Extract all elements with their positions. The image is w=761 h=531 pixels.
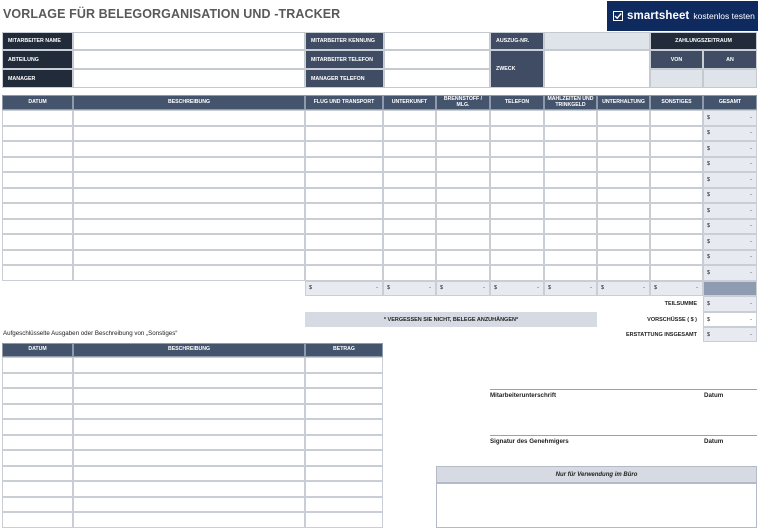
- currency-symbol: $: [309, 285, 313, 292]
- cell-date[interactable]: [2, 234, 73, 250]
- to-label: AN: [703, 50, 757, 69]
- itemized-cell-amount[interactable]: [305, 357, 383, 373]
- itemized-cell-amount[interactable]: [305, 435, 383, 451]
- cell-date[interactable]: [2, 126, 73, 142]
- cell-other[interactable]: [650, 126, 703, 142]
- itemized-cell-description[interactable]: [73, 388, 305, 404]
- itemized-cell-description[interactable]: [73, 373, 305, 389]
- row-total-cell: [703, 172, 757, 188]
- column-total-fuel-mileage: [436, 281, 490, 297]
- cell-entertainment[interactable]: [597, 126, 650, 142]
- cell-accommodation[interactable]: [383, 203, 436, 219]
- itemized-cell-description[interactable]: [73, 357, 305, 373]
- currency-symbol: $: [654, 285, 658, 292]
- itemized-cell-description[interactable]: [73, 419, 305, 435]
- from-label: VON: [650, 50, 703, 69]
- cell-meals-tips[interactable]: [544, 265, 597, 281]
- header-description: BESCHREIBUNG: [73, 95, 305, 110]
- cell-meals-tips[interactable]: [544, 234, 597, 250]
- cell-fuel-mileage[interactable]: [436, 203, 490, 219]
- cell-description[interactable]: [73, 250, 305, 266]
- cell-meals-tips[interactable]: [544, 250, 597, 266]
- cell-date[interactable]: [2, 157, 73, 173]
- attach-receipts-reminder: * VERGESSEN SIE NICHT, BELEGE ANZUHÄNGEN*: [305, 312, 597, 327]
- cell-meals-tips[interactable]: [544, 203, 597, 219]
- amount: -: [750, 161, 752, 168]
- row-total-cell: [703, 265, 757, 281]
- approver-signature-label: Signatur des Genehmigers: [490, 438, 569, 445]
- amount: -: [590, 285, 592, 292]
- currency-symbol: $: [707, 301, 711, 307]
- currency-symbol: $: [707, 176, 711, 183]
- amount: -: [750, 223, 752, 230]
- office-use-area[interactable]: [436, 483, 757, 528]
- cell-other[interactable]: [650, 110, 703, 126]
- itemized-cell-date[interactable]: [2, 481, 73, 497]
- row-total-cell: [703, 110, 757, 126]
- cell-flight-transport[interactable]: [305, 234, 383, 250]
- cell-date[interactable]: [2, 265, 73, 281]
- cell-fuel-mileage[interactable]: [436, 126, 490, 142]
- employee-id-label: MITARBEITER KENNUNG: [305, 32, 384, 50]
- currency-symbol: $: [387, 285, 391, 292]
- cell-other[interactable]: [650, 265, 703, 281]
- cell-meals-tips[interactable]: [544, 141, 597, 157]
- amount: -: [750, 269, 752, 276]
- subtotal-value: [703, 296, 757, 312]
- cell-entertainment[interactable]: [597, 188, 650, 204]
- currency-symbol: $: [494, 285, 498, 292]
- cell-entertainment[interactable]: [597, 141, 650, 157]
- column-total-flight-transport: [305, 281, 383, 297]
- manager-phone-label: MANAGER TELEFON: [305, 69, 384, 88]
- cell-meals-tips[interactable]: [544, 219, 597, 235]
- cell-phone[interactable]: [490, 250, 544, 266]
- itemized-header-description: BESCHREIBUNG: [73, 343, 305, 357]
- cell-other[interactable]: [650, 172, 703, 188]
- itemized-cell-amount[interactable]: [305, 481, 383, 497]
- itemized-cell-amount[interactable]: [305, 404, 383, 420]
- amount: -: [750, 176, 752, 183]
- cell-accommodation[interactable]: [383, 110, 436, 126]
- cell-entertainment[interactable]: [597, 203, 650, 219]
- itemized-cell-amount[interactable]: [305, 466, 383, 482]
- cell-flight-transport[interactable]: [305, 141, 383, 157]
- department-field[interactable]: [73, 50, 305, 69]
- employee-name-field[interactable]: [73, 32, 305, 50]
- cell-entertainment[interactable]: [597, 234, 650, 250]
- cell-fuel-mileage[interactable]: [436, 141, 490, 157]
- cell-fuel-mileage[interactable]: [436, 157, 490, 173]
- currency-symbol: $: [707, 316, 711, 323]
- cell-fuel-mileage[interactable]: [436, 234, 490, 250]
- cell-phone[interactable]: [490, 188, 544, 204]
- itemized-header-date: DATUM: [2, 343, 73, 357]
- itemized-cell-date[interactable]: [2, 388, 73, 404]
- department-label: ABTEILUNG: [2, 50, 73, 69]
- cell-other[interactable]: [650, 157, 703, 173]
- cell-flight-transport[interactable]: [305, 172, 383, 188]
- cell-description[interactable]: [73, 188, 305, 204]
- employee-phone-field[interactable]: [384, 50, 490, 69]
- header-entertainment: UNTERHALTUNG: [597, 95, 650, 110]
- itemized-cell-description[interactable]: [73, 404, 305, 420]
- itemized-header-amount: BETRAG: [305, 343, 383, 357]
- advances-label: VORSCHÜSSE ( $ ): [647, 316, 697, 323]
- cell-date[interactable]: [2, 203, 73, 219]
- currency-symbol: $: [440, 285, 444, 292]
- itemized-cell-date[interactable]: [2, 404, 73, 420]
- cell-date[interactable]: [2, 250, 73, 266]
- cell-entertainment[interactable]: [597, 157, 650, 173]
- cell-meals-tips[interactable]: [544, 157, 597, 173]
- cell-fuel-mileage[interactable]: [436, 219, 490, 235]
- employee-name-label: MITARBEITER NAME: [2, 32, 73, 50]
- cell-entertainment[interactable]: [597, 265, 650, 281]
- manager-field[interactable]: [73, 69, 305, 88]
- amount: -: [643, 285, 645, 292]
- cell-fuel-mileage[interactable]: [436, 250, 490, 266]
- approver-date-label: Datum: [704, 438, 724, 445]
- manager-phone-field[interactable]: [384, 69, 490, 88]
- cell-accommodation[interactable]: [383, 157, 436, 173]
- currency-symbol: $: [707, 238, 711, 245]
- amount: -: [429, 285, 431, 292]
- currency-symbol: $: [707, 114, 711, 121]
- cell-meals-tips[interactable]: [544, 172, 597, 188]
- advances-value[interactable]: [703, 312, 757, 327]
- cell-description[interactable]: [73, 172, 305, 188]
- cell-description[interactable]: [73, 203, 305, 219]
- row-total-cell: [703, 141, 757, 157]
- amount: -: [750, 145, 752, 152]
- employee-signature-label: Mitarbeiterunterschrift: [490, 392, 557, 399]
- itemized-cell-amount[interactable]: [305, 512, 383, 528]
- itemized-cell-amount[interactable]: [305, 373, 383, 389]
- cell-date[interactable]: [2, 110, 73, 126]
- cell-accommodation[interactable]: [383, 172, 436, 188]
- column-total-accommodation: [383, 281, 436, 297]
- itemized-caption: Aufgeschlüsselte Ausgaben oder Beschreibung von „Sonstiges“: [3, 330, 178, 337]
- itemized-cell-amount[interactable]: [305, 419, 383, 435]
- cell-flight-transport[interactable]: [305, 219, 383, 235]
- column-total-other: [650, 281, 703, 297]
- cell-description[interactable]: [73, 141, 305, 157]
- employee-date-label: Datum: [704, 392, 724, 399]
- cell-accommodation[interactable]: [383, 126, 436, 142]
- header-phone: TELEFON: [490, 95, 544, 110]
- page-title: VORLAGE FÜR BELEGORGANISATION UND -TRACKER: [3, 7, 341, 21]
- row-total-cell: [703, 250, 757, 266]
- itemized-cell-date[interactable]: [2, 419, 73, 435]
- header-accommodation: UNTERKUNFT: [383, 95, 436, 110]
- cell-entertainment[interactable]: [597, 250, 650, 266]
- itemized-cell-amount[interactable]: [305, 388, 383, 404]
- amount: -: [750, 192, 752, 199]
- purpose-label: ZWECK: [490, 50, 544, 88]
- itemized-cell-date[interactable]: [2, 435, 73, 451]
- amount: -: [376, 285, 378, 292]
- total-reimbursement-value: [703, 327, 757, 342]
- currency-symbol: $: [601, 285, 605, 292]
- cell-date[interactable]: [2, 188, 73, 204]
- itemized-cell-description[interactable]: [73, 435, 305, 451]
- cell-description[interactable]: [73, 157, 305, 173]
- header-other: SONSTIGES: [650, 95, 703, 110]
- statement-number-field[interactable]: [544, 32, 650, 50]
- cell-description[interactable]: [73, 110, 305, 126]
- grand-total-cell: [703, 281, 757, 297]
- cell-date[interactable]: [2, 219, 73, 235]
- currency-symbol: $: [707, 145, 711, 152]
- column-total-entertainment: [597, 281, 650, 297]
- itemized-cell-date[interactable]: [2, 450, 73, 466]
- itemized-cell-date[interactable]: [2, 357, 73, 373]
- itemized-cell-description[interactable]: [73, 481, 305, 497]
- office-use-header: Nur für Verwendung im Büro: [436, 466, 757, 483]
- cell-entertainment[interactable]: [597, 110, 650, 126]
- currency-symbol: $: [707, 223, 711, 230]
- cell-date[interactable]: [2, 141, 73, 157]
- itemized-cell-date[interactable]: [2, 466, 73, 482]
- cell-flight-transport[interactable]: [305, 157, 383, 173]
- to-date-field[interactable]: [703, 69, 757, 88]
- row-total-cell: [703, 203, 757, 219]
- currency-symbol: $: [548, 285, 552, 292]
- header-flight-transport: FLUG UND TRANSPORT: [305, 95, 383, 110]
- cell-accommodation[interactable]: [383, 219, 436, 235]
- row-total-cell: [703, 157, 757, 173]
- currency-symbol: $: [707, 192, 711, 199]
- column-total-meals-tips: [544, 281, 597, 297]
- currency-symbol: $: [707, 130, 711, 137]
- employee-phone-label: MITARBEITER TELEFON: [305, 50, 384, 69]
- cell-fuel-mileage[interactable]: [436, 172, 490, 188]
- cell-phone[interactable]: [490, 203, 544, 219]
- header-date: DATUM: [2, 95, 73, 110]
- amount: -: [483, 285, 485, 292]
- itemized-cell-date[interactable]: [2, 373, 73, 389]
- cell-phone[interactable]: [490, 110, 544, 126]
- manager-label: MANAGER: [2, 69, 73, 88]
- itemized-cell-date[interactable]: [2, 497, 73, 513]
- cell-entertainment[interactable]: [597, 172, 650, 188]
- cell-phone[interactable]: [490, 141, 544, 157]
- employee-signature-line[interactable]: [490, 389, 757, 390]
- approver-signature-line[interactable]: [490, 435, 757, 436]
- column-total-phone: [490, 281, 544, 297]
- cell-accommodation[interactable]: [383, 250, 436, 266]
- amount: -: [750, 301, 752, 307]
- row-total-cell: [703, 188, 757, 204]
- cell-meals-tips[interactable]: [544, 126, 597, 142]
- cell-flight-transport[interactable]: [305, 126, 383, 142]
- cell-fuel-mileage[interactable]: [436, 265, 490, 281]
- currency-symbol: $: [707, 207, 711, 214]
- amount: -: [750, 207, 752, 214]
- itemized-cell-description[interactable]: [73, 512, 305, 528]
- cell-description[interactable]: [73, 265, 305, 281]
- logo-cta: kostenlos testen: [693, 11, 755, 21]
- purpose-field[interactable]: [544, 50, 650, 88]
- amount: -: [696, 285, 698, 292]
- from-date-field[interactable]: [650, 69, 703, 88]
- currency-symbol: $: [707, 331, 711, 338]
- cell-entertainment[interactable]: [597, 219, 650, 235]
- cell-other[interactable]: [650, 141, 703, 157]
- currency-symbol: $: [707, 161, 711, 168]
- amount: -: [750, 254, 752, 261]
- itemized-cell-description[interactable]: [73, 497, 305, 513]
- cell-meals-tips[interactable]: [544, 110, 597, 126]
- cell-fuel-mileage[interactable]: [436, 110, 490, 126]
- cell-phone[interactable]: [490, 265, 544, 281]
- cell-flight-transport[interactable]: [305, 203, 383, 219]
- itemized-cell-date[interactable]: [2, 512, 73, 528]
- cell-fuel-mileage[interactable]: [436, 188, 490, 204]
- employee-id-field[interactable]: [384, 32, 490, 50]
- statement-number-label: AUSZUG-NR.: [490, 32, 544, 50]
- cell-description[interactable]: [73, 126, 305, 142]
- row-total-cell: [703, 219, 757, 235]
- logo-brand: smartsheet: [627, 10, 690, 22]
- cell-other[interactable]: [650, 234, 703, 250]
- itemized-cell-description[interactable]: [73, 450, 305, 466]
- cell-accommodation[interactable]: [383, 188, 436, 204]
- row-total-cell: [703, 126, 757, 142]
- header-meals-tips: MAHLZEITEN UND TRINKGELD: [544, 95, 597, 110]
- header-total: GESAMT: [703, 95, 757, 110]
- subtotal-label: TEILSUMME: [664, 301, 697, 307]
- row-total-cell: [703, 234, 757, 250]
- header-fuel-mileage: BRENNSTOFF / MLG.: [436, 95, 490, 110]
- cell-description[interactable]: [73, 219, 305, 235]
- amount: -: [750, 316, 752, 323]
- cell-flight-transport[interactable]: [305, 188, 383, 204]
- cell-phone[interactable]: [490, 234, 544, 250]
- smartsheet-logo[interactable]: [607, 1, 758, 31]
- cell-meals-tips[interactable]: [544, 188, 597, 204]
- cell-other[interactable]: [650, 219, 703, 235]
- cell-description[interactable]: [73, 234, 305, 250]
- cell-phone[interactable]: [490, 126, 544, 142]
- cell-flight-transport[interactable]: [305, 265, 383, 281]
- cell-phone[interactable]: [490, 219, 544, 235]
- itemized-cell-description[interactable]: [73, 466, 305, 482]
- amount: -: [750, 114, 752, 121]
- cell-accommodation[interactable]: [383, 265, 436, 281]
- cell-other[interactable]: [650, 188, 703, 204]
- itemized-cell-amount[interactable]: [305, 450, 383, 466]
- currency-symbol: $: [707, 269, 711, 276]
- payment-period-label: ZAHLUNGSZEITRAUM: [650, 32, 757, 50]
- cell-flight-transport[interactable]: [305, 110, 383, 126]
- cell-accommodation[interactable]: [383, 234, 436, 250]
- cell-date[interactable]: [2, 172, 73, 188]
- cell-accommodation[interactable]: [383, 141, 436, 157]
- cell-other[interactable]: [650, 250, 703, 266]
- itemized-cell-amount[interactable]: [305, 497, 383, 513]
- amount: -: [750, 238, 752, 245]
- checkmark-icon: [613, 11, 623, 21]
- amount: -: [750, 331, 752, 338]
- cell-other[interactable]: [650, 203, 703, 219]
- total-reimbursement-label: ERSTATTUNG INSGESAMT: [626, 331, 697, 338]
- amount: -: [750, 130, 752, 137]
- cell-phone[interactable]: [490, 172, 544, 188]
- currency-symbol: $: [707, 254, 711, 261]
- cell-phone[interactable]: [490, 157, 544, 173]
- cell-flight-transport[interactable]: [305, 250, 383, 266]
- amount: -: [537, 285, 539, 292]
